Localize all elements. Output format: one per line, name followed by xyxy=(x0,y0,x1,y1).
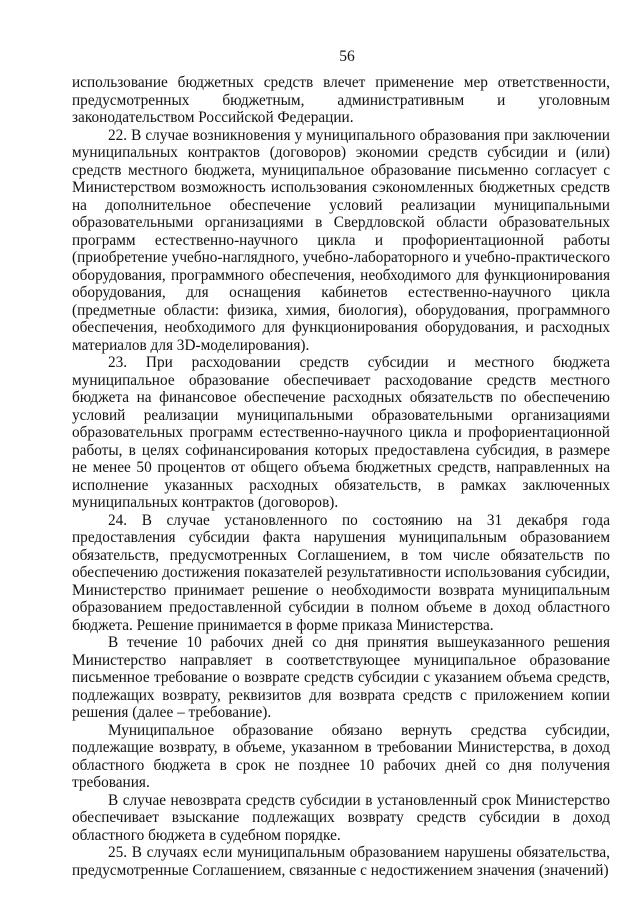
paragraph-24-recovery: В случае невозврата средств субсидии в установленный срок Министерство обеспечивает взыскание подлежащих возврату средств субсидии в доход областного бюджета в судебном порядке. xyxy=(72,791,610,844)
paragraph-24-obligation: Муниципальное образование обязано вернуть средства субсидии, подлежащие возврату, в объеме, указанном в требовании Министерства, в доход областного бюджета в срок не позднее 10 рабочих дней со дня получения требования. xyxy=(72,721,610,791)
paragraph-22: 22. В случае возникновения у муниципального образования при заключении муниципальных контрактов (договоров) экономии средств субсидии и (или) средств местного бюджета, муниципальное образование письменно согласует с Министерством возможность использования сэкономленных бюджетных средств на дополнительное обеспечение условий реализации муниципальными образовательными организациями в Свердловской области образовательных программ естественно-научного цикла и профориентационной работы (приобретение учебно-наглядного, учебно-лабораторного и учебно-практического оборудования, программного обеспечения, необходимого для функционирования оборудования, для оснащения кабинетов естественно-научного цикла (предметные области: физика, химия, биология), оборудования, программного обеспечения, необходимого для функционирования оборудования, и расходных материалов для 3D-моделирования). xyxy=(72,126,610,354)
paragraph-continuation: использование бюджетных средств влечет применение мер ответственности, предусмотренных бюджетным, административным и уголовным законодательством Российской Федерации. xyxy=(72,74,610,126)
paragraph-25: 25. В случаях если муниципальным образованием нарушены обязательства, предусмотренные Соглашением, связанные с недостижением значения (значений) xyxy=(72,844,610,879)
paragraph-23: 23. При расходовании средств субсидии и местного бюджета муниципальное образование обеспечивает расходование средств местного бюджета на финансовое обеспечение расходных обязательств по обеспечению условий реализации муниципальными образовательными организациями образовательных программ естественно-научного цикла и профориентационной работы, в целях софинансирования которых предоставлена субсидия, в размере не менее 50 процентов от общего объема бюджетных средств, направленных на исполнение указанных расходных обязательств, в рамках заключенных муниципальных контрактов (договоров). xyxy=(72,354,610,511)
page-number: 56 xyxy=(339,48,355,65)
paragraph-24: 24. В случае установленного по состоянию на 31 декабря года предоставления субсидии факта нарушения муниципальным образованием обязательств, предусмотренных Соглашением, в том числе обязательств по обеспечению достижения показателей результативности использования субсидии, Министерство принимает решение о необходимости возврата муниципальным образованием предоставленной субсидии в полном объеме в доход областного бюджета. Решение принимается в форме приказа Министерства. xyxy=(72,511,610,634)
document-body xyxy=(72,74,610,879)
paragraph-24-requirement: В течение 10 рабочих дней со дня принятия вышеуказанного решения Министерство направляет в соответствующее муниципальное образование письменное требование о возврате средств субсидии с указанием объема средств, подлежащих возврату, реквизитов для возврата средств с приложением копии решения (далее – требование). xyxy=(72,634,610,721)
